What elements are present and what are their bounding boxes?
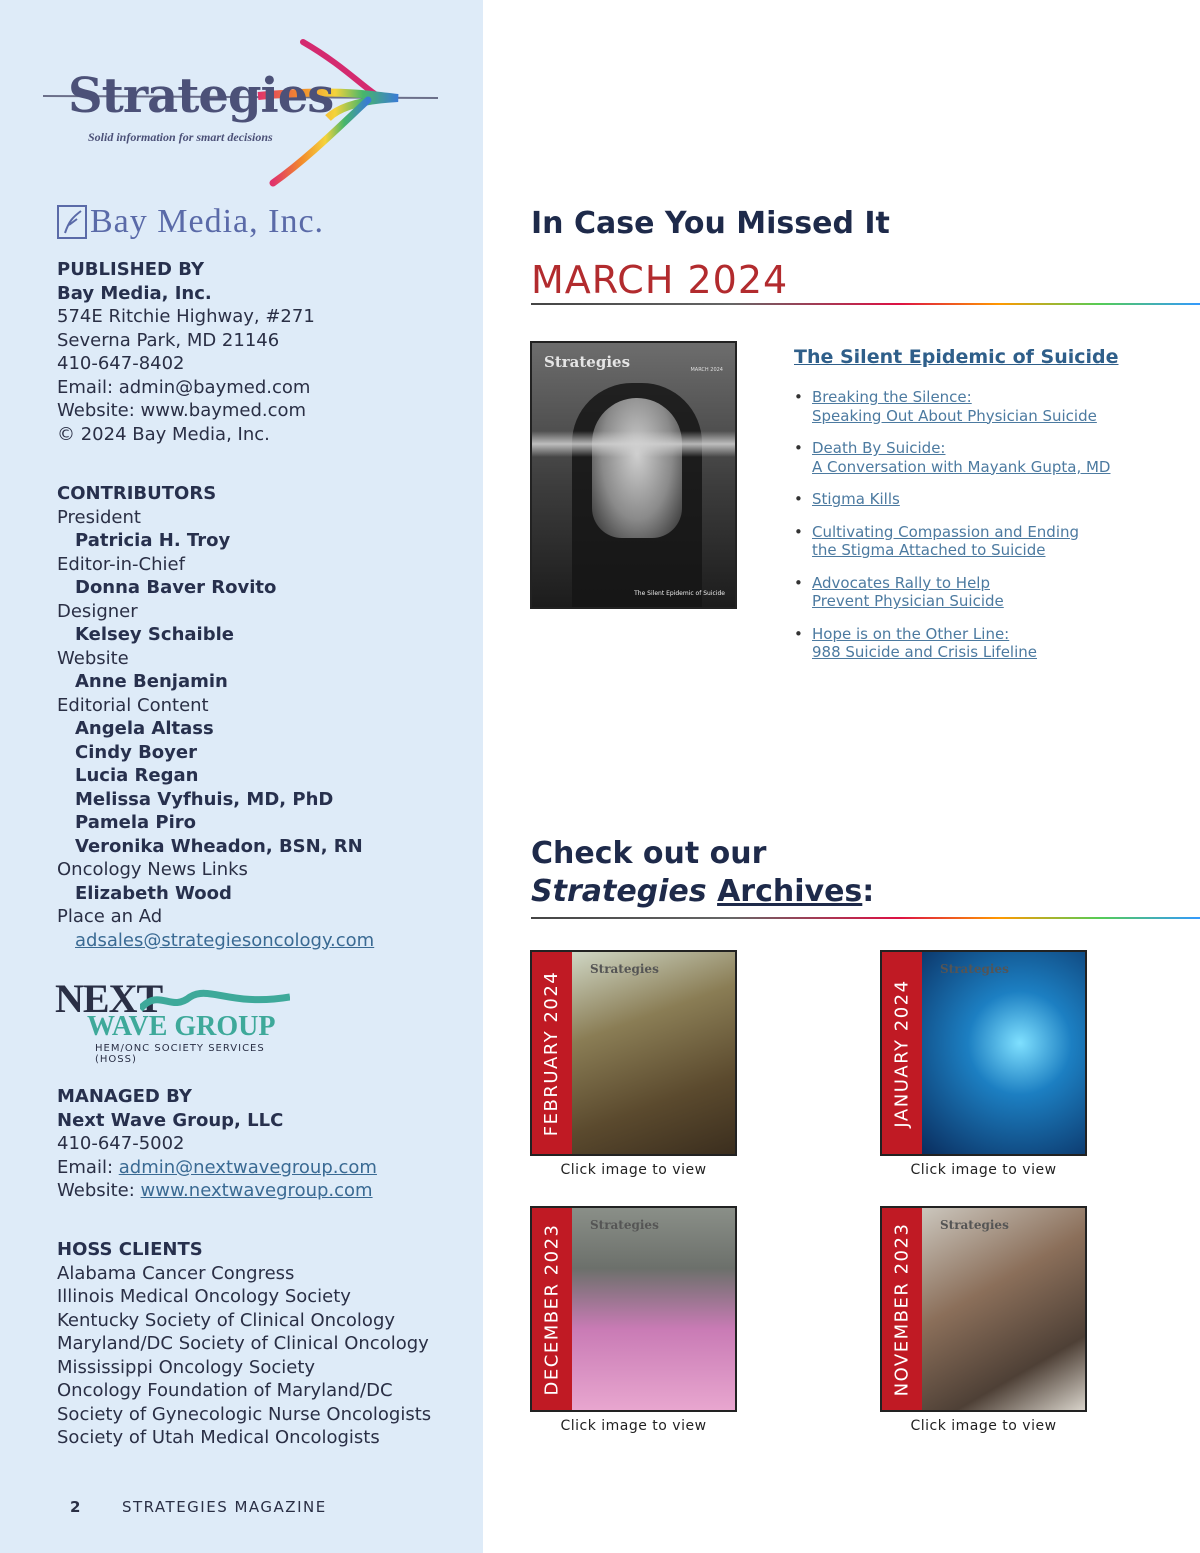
issue-month: MARCH 2024: [531, 258, 789, 302]
logo-tagline: Solid information for smart decisions: [88, 130, 273, 144]
address-line-1: 574E Ritchie Highway, #271: [57, 306, 315, 327]
managed-phone: 410-647-5002: [57, 1133, 185, 1154]
sidebar: [0, 0, 483, 1553]
managed-heading: MANAGED BY: [57, 1086, 192, 1107]
hoss-client: Oncology Foundation of Maryland/DC: [57, 1380, 393, 1401]
bay-media-wordmark: Bay Media, Inc.: [90, 203, 325, 240]
next-wave-line3: HEM/ONC SOCIETY SERVICES (HOSS): [95, 1043, 265, 1065]
managed-email-link[interactable]: admin@nextwavegroup.com: [118, 1156, 377, 1178]
archive-date-label: FEBRUARY 2024: [541, 970, 563, 1136]
contributor-name: Elizabeth Wood: [75, 882, 232, 904]
hoss-client: Mississippi Oncology Society: [57, 1356, 316, 1378]
contributors-block: [57, 482, 374, 952]
main-content: [483, 0, 1200, 1553]
feature-title-link[interactable]: The Silent Epidemic of Suicide: [794, 346, 1119, 368]
article-link[interactable]: • Breaking the Silence: Speaking Out About Physician Suicide: [794, 388, 1194, 425]
bay-media-logo: [57, 202, 324, 242]
archive-brand: Strategies: [940, 1218, 1009, 1232]
archive-date-band: [882, 952, 922, 1154]
hoss-heading: HOSS CLIENTS: [57, 1239, 203, 1260]
contributors-heading: CONTRIBUTORS: [57, 483, 217, 504]
website: Website: www.baymed.com: [57, 400, 307, 421]
copyright: © 2024 Bay Media, Inc.: [57, 423, 270, 445]
hoss-client: Maryland/DC Society of Clinical Oncology: [57, 1333, 429, 1354]
cover-blur: [532, 431, 737, 457]
phone: 410-647-8402: [57, 353, 185, 374]
archive-caption[interactable]: Click image to view: [910, 1418, 1057, 1434]
archive-cover[interactable]: [880, 950, 1087, 1156]
contributor-name: Anne Benjamin: [75, 671, 228, 692]
article-link[interactable]: • Hope is on the Other Line: 988 Suicide and Crisis Lifeline: [794, 625, 1194, 662]
archive-cover-image: [922, 952, 1085, 1154]
hoss-client: Alabama Cancer Congress: [57, 1262, 295, 1284]
contributor-role: Place an Ad: [57, 906, 163, 927]
contributor-role: Designer: [57, 600, 138, 622]
page-number: 2: [70, 1498, 82, 1516]
managed-email-row: Email: admin@nextwavegroup.com: [57, 1156, 377, 1178]
article-link[interactable]: • Death By Suicide: A Conversation with Mayank Gupta, MD: [794, 439, 1194, 476]
archive-date-band: [882, 1208, 922, 1410]
contributor-name: Patricia H. Troy: [75, 530, 231, 551]
contributor-name: Donna Baver Rovito: [75, 577, 277, 598]
contributor-name: Melissa Vyfhuis, MD, PhD: [75, 788, 334, 810]
gradient-rule: [531, 303, 1200, 305]
archives-heading: Check out our Strategies Archives:: [531, 836, 875, 909]
archive-cover[interactable]: [880, 1206, 1087, 1412]
published-block: [57, 258, 315, 446]
archive-cover-image: [572, 952, 735, 1154]
contributors-list: [57, 506, 374, 953]
hoss-client: Society of Gynecologic Nurse Oncologists: [57, 1403, 432, 1425]
contributor-role: Website: [57, 647, 129, 669]
hoss-client: Kentucky Society of Clinical Oncology: [57, 1309, 396, 1331]
strategies-logo: [38, 38, 448, 188]
hoss-client: Society of Utah Medical Oncologists: [57, 1427, 380, 1448]
managed-website-link[interactable]: www.nextwavegroup.com: [140, 1180, 373, 1201]
next-wave-line1: NEXT: [55, 976, 163, 1021]
archive-cover[interactable]: [530, 1206, 737, 1412]
cover-face: [592, 398, 682, 538]
archive-date-band: [532, 1208, 572, 1410]
magazine-title: STRATEGIES MAGAZINE: [121, 1498, 327, 1516]
managed-website-row: Website: www.nextwavegroup.com: [57, 1180, 373, 1201]
bay-media-mark-icon: [57, 205, 87, 239]
article-link[interactable]: • Advocates Rally to Help Prevent Physician Suicide: [794, 574, 1194, 611]
archive-cover-image: [922, 1208, 1085, 1410]
archive-caption[interactable]: Click image to view: [910, 1162, 1057, 1178]
archive-brand: Strategies: [590, 962, 659, 976]
address-line-2: Severna Park, MD 21146: [57, 329, 280, 351]
ad-email-row[interactable]: [57, 929, 374, 953]
archive-caption[interactable]: Click image to view: [560, 1162, 707, 1178]
managed-company: Next Wave Group, LLC: [57, 1109, 284, 1131]
article-list: [794, 388, 1194, 676]
archive-brand: Strategies: [940, 962, 1009, 976]
contributor-name: Veronika Wheadon, BSN, RN: [75, 835, 363, 857]
missed-heading: In Case You Missed It: [531, 206, 890, 241]
contributor-role: Oncology News Links: [57, 859, 248, 880]
archive-caption[interactable]: Click image to view: [560, 1418, 707, 1434]
hoss-block: [57, 1238, 431, 1450]
archive-cover[interactable]: [530, 950, 737, 1156]
archive-date-label: NOVEMBER 2023: [891, 1222, 913, 1396]
contributor-name: Angela Altass: [75, 718, 214, 739]
published-heading: PUBLISHED BY: [57, 259, 204, 280]
logo-wordmark: Strategies: [68, 68, 334, 124]
contributor-name: Cindy Boyer: [75, 741, 197, 763]
archive-brand: Strategies: [590, 1218, 659, 1232]
march-2024-cover[interactable]: [530, 341, 737, 609]
cover-brand: Strategies: [544, 353, 631, 371]
contributor-name: Lucia Regan: [75, 765, 199, 786]
ad-email-link[interactable]: adsales@strategiesoncology.com: [75, 929, 375, 951]
contributor-name: Pamela Piro: [75, 812, 197, 833]
hoss-client: Illinois Medical Oncology Society: [57, 1286, 351, 1307]
contributor-name: Kelsey Schaible: [75, 624, 234, 645]
hoss-client-list: [57, 1262, 431, 1450]
contributor-role: President: [57, 506, 141, 528]
archive-cover-image: [572, 1208, 735, 1410]
archive-date-label: DECEMBER 2023: [541, 1223, 563, 1395]
archives-link[interactable]: Archives: [717, 874, 863, 909]
contributor-role: Editor-in-Chief: [57, 553, 185, 575]
email: Email: admin@baymed.com: [57, 376, 311, 398]
article-link[interactable]: • Stigma Kills: [794, 490, 1194, 509]
page-footer: [70, 1498, 327, 1516]
next-wave-logo: [55, 975, 295, 1065]
cover-caption: The Silent Epidemic of Suicide: [634, 590, 725, 597]
published-company: Bay Media, Inc.: [57, 282, 212, 304]
gradient-rule-2: [531, 917, 1200, 919]
article-link[interactable]: • Cultivating Compassion and Ending the Stigma Attached to Suicide: [794, 523, 1194, 560]
contributor-role: Editorial Content: [57, 694, 209, 716]
managed-block: [57, 1085, 377, 1203]
next-wave-line2: WAVE GROUP: [87, 1011, 276, 1042]
archive-date-label: JANUARY 2024: [891, 978, 913, 1128]
archive-date-band: [532, 952, 572, 1154]
cover-date: MARCH 2024: [690, 367, 723, 373]
